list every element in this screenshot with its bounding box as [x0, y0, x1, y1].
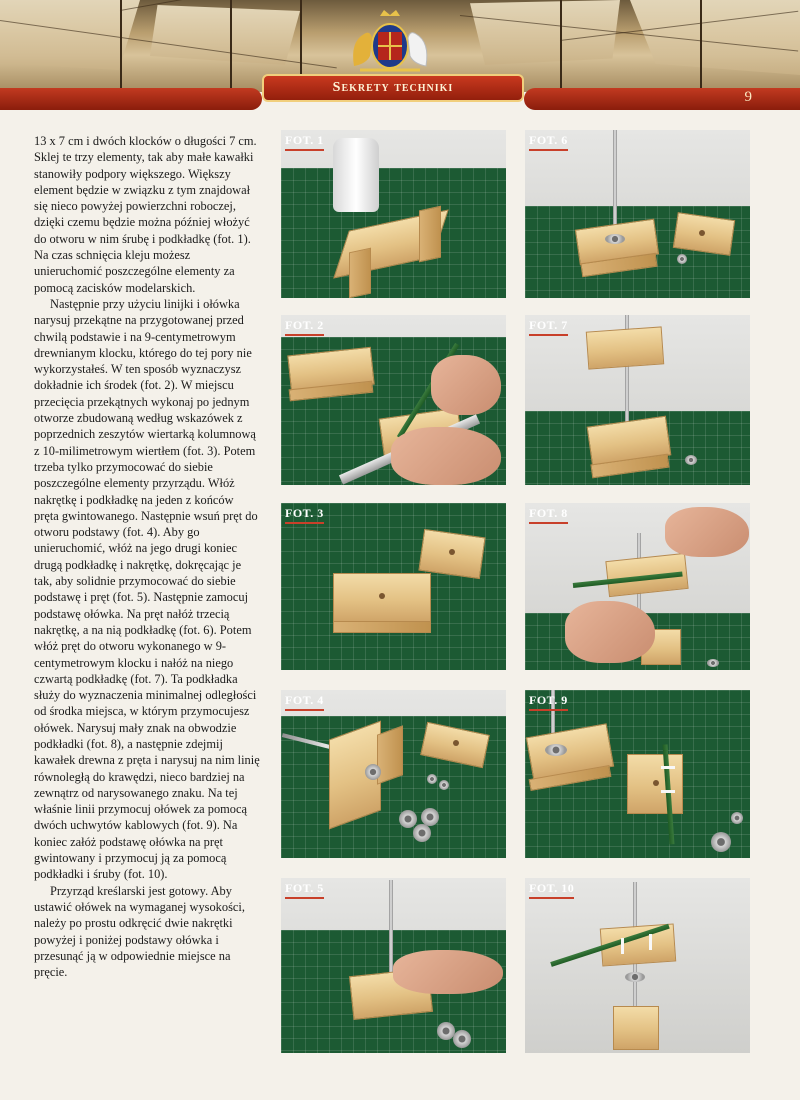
page-header — [0, 0, 800, 118]
photo-fot-4 — [281, 690, 506, 858]
section-title: Sekrety techniki — [332, 80, 454, 95]
photo-label: FOT. 5 — [285, 881, 324, 899]
article-text — [34, 133, 260, 980]
photo-fot-8 — [525, 503, 750, 670]
photo-label: FOT. 8 — [529, 506, 568, 524]
paragraph-2: Następnie przy użyciu linijki i ołówka narysuj przekątne na przygotowanej przed chwilą podstawie i na 9-centymetrowym drewnianym klocku, którego do tej pory nie wykorzystałeś. W ten sposób wyznaczysz dokładnie ich środek (fot. 2). W miejscu przecięcia przekątnych wykonaj po jednym otworze zbudowaną według wskazówek z poprzednich zeszytów wiertarką kolumnową z 10-milimetrowym wiertłem (fot. 3). Potem trzeba tylko przymocować do siebie poszczególne elementy przyrządu. Włóż nakrętkę i podkładkę na jeden z końców pręta gwintowanego. Następnie wsuń pręt do otworu podstawy (fot. 4). Aby go unieruchomić, włóż na jego drugi koniec drugą podkładkę i nakrętkę, dokręcając je tak, aby solidnie przymocować do siebie podstawę i pręt (fot. 5). Następnie zamocuj podstawę ołówka. Na pręt nałóż trzecią nakrętkę, a na nią podkładkę (fot. 6). Potem włóż pręt do otworu wykonanego w 9-centymetrowym klocku i nałóż na niego czwartą podkładkę (fot. 7). Ta podkładka służy do wyznaczenia minimalnej odległości od środka miejsca, w którym przymocujesz ołówek. Narysuj mały znak na obwodzie podkładki (fot. 8), a następnie zdejmij kawałek drewna z pręta i narysuj na nim linię równoległą do krawędzi, nieco bardziej na zewnątrz od narysowanego znaku. Na tej właśnie linii przymocuj ołówek za pomocą dwóch uchwytów kablowych (fot. 9). Na koniec załóż podstawę ołówka na pręt gwintowany i przymocuj ją za pomocą podkładki i śruby (fot. 10). — [34, 296, 260, 882]
photo-label: FOT. 2 — [285, 318, 324, 336]
photo-fot-5 — [281, 878, 506, 1053]
paragraph-3: Przyrząd kreślarski jest gotowy. Aby ustawić ołówek na wymaganej wysokości, należy po prostu odkręcić dwie nakrętki powyżej i poniżej podstawy ołówka i przesunąć ją w odpowiednie miejsce na pręcie. — [34, 883, 245, 980]
royal-crest-logo — [340, 6, 440, 78]
section-title-banner — [262, 74, 524, 102]
photo-fot-3 — [281, 503, 506, 670]
paragraph-1: 13 x 7 cm i dwóch klocków o długości 7 cm. Sklej te trzy elementy, tak aby małe kawałki stanowiły podpory większego. Większy element będzie w związku z tym znajdował się nieco powyżej powierzchni roboczej, dzięki czemu będzie można później włożyć do otworu w nim śrubę i podkładkę (fot. 1). Na czas schnięcia kleju możesz unieruchomić poszczególne elementy za pomocą zacisków modelarskich. — [34, 134, 257, 295]
photo-fot-2 — [281, 315, 506, 485]
photo-label: FOT. 9 — [529, 693, 568, 711]
photo-fot-10 — [525, 878, 750, 1053]
photo-label: FOT. 6 — [529, 133, 568, 151]
photo-label: FOT. 1 — [285, 133, 324, 151]
photo-label: FOT. 7 — [529, 318, 568, 336]
photo-label: FOT. 4 — [285, 693, 324, 711]
photo-fot-1 — [281, 130, 506, 298]
photo-label: FOT. 3 — [285, 506, 324, 524]
photo-fot-6 — [525, 130, 750, 298]
photo-fot-9 — [525, 690, 750, 858]
photo-fot-7 — [525, 315, 750, 485]
photo-label: FOT. 10 — [529, 881, 574, 899]
page-number: 9 — [744, 89, 752, 105]
